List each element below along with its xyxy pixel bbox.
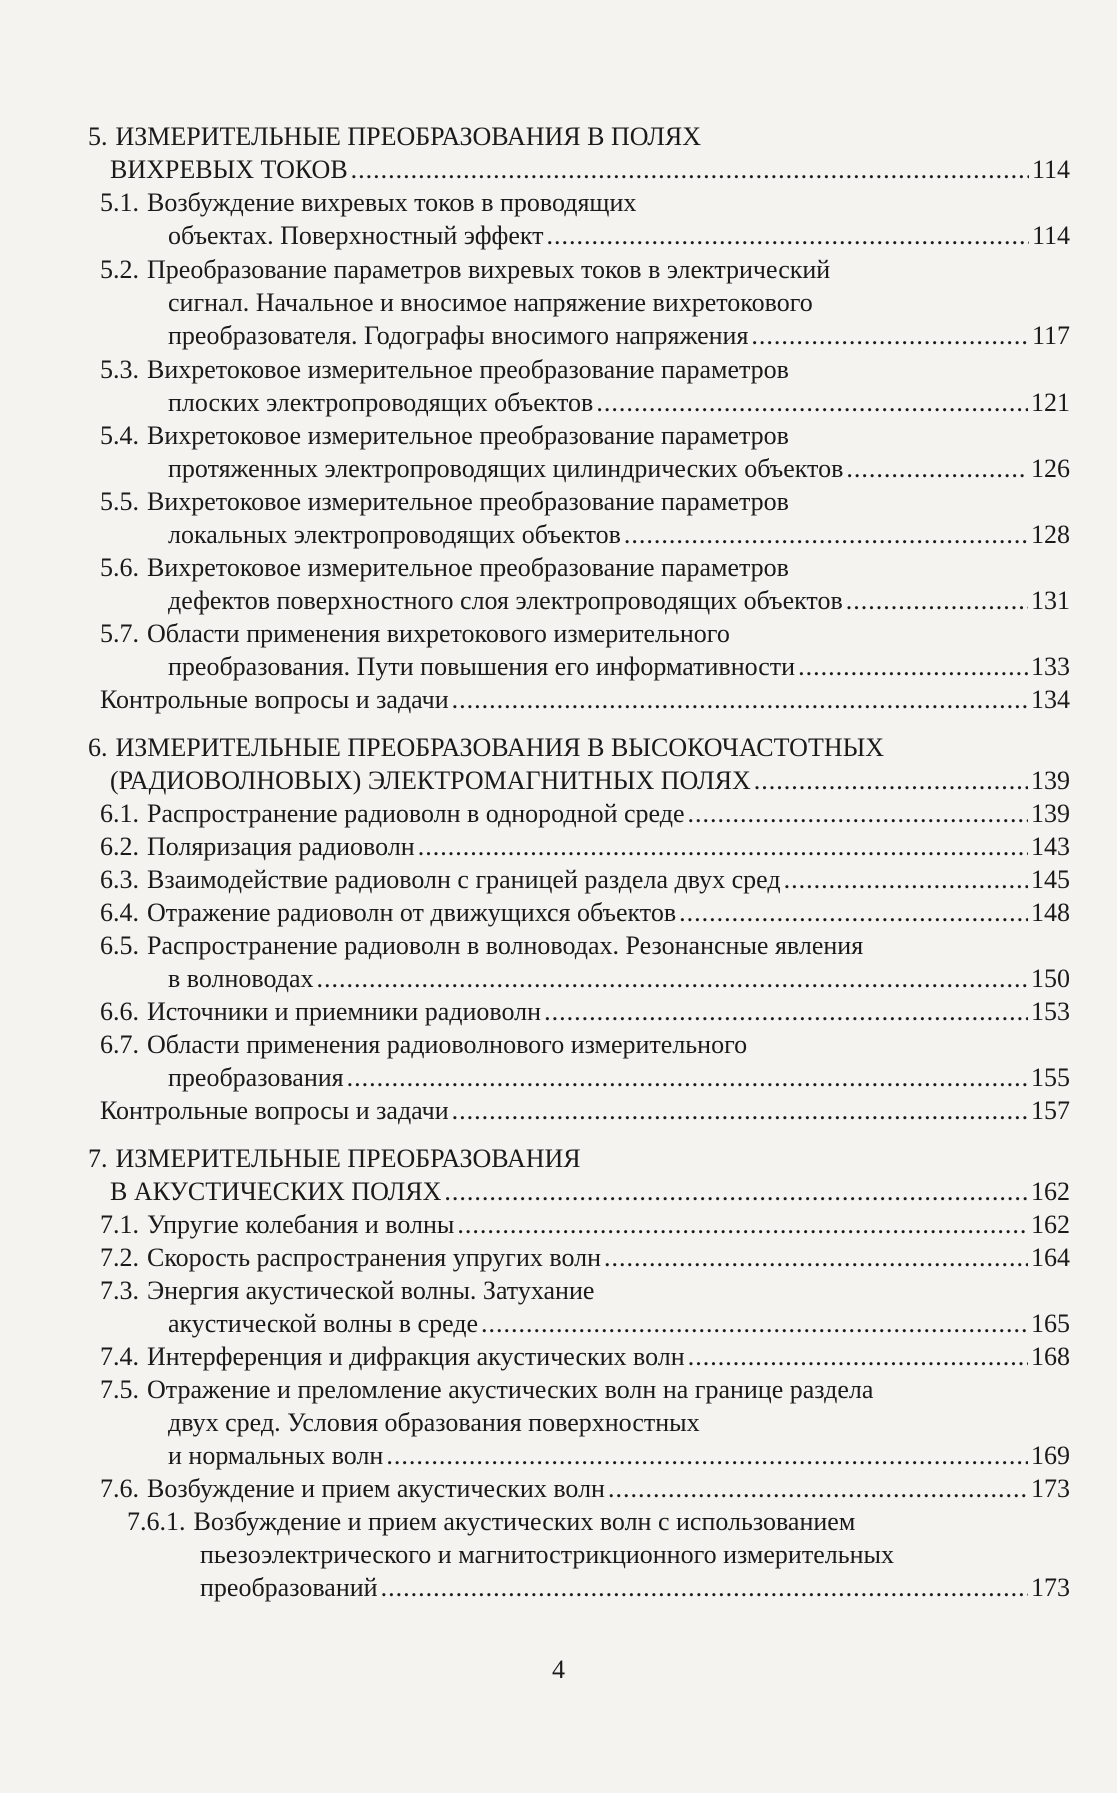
entry-page-number: 133 [1031,652,1070,681]
entry-title: протяженных электропроводящих цилиндрических объектов [168,454,844,483]
dot-leader [751,319,1029,352]
toc-entry [0,617,1117,683]
toc-entry [0,419,1117,485]
entry-title: Области применения радиоволнового измерительного [147,1030,748,1059]
entry-number: 5.3. [100,355,139,384]
entry-title: Упругие колебания и волны [147,1210,455,1239]
toc-line [100,253,830,286]
toc-line [168,650,1070,683]
toc-entry [0,929,1117,995]
entry-title: двух сред. Условия образования поверхностных [168,1408,700,1437]
entry-page-number: 121 [1031,388,1070,417]
toc-line [127,1505,855,1538]
entry-number: 5.5. [100,487,139,516]
entry-number: 6. [88,733,108,762]
entry-page-number: 153 [1031,997,1070,1026]
entry-title: Контрольные вопросы и задачи [100,685,449,714]
entry-number: 7.4. [100,1342,139,1371]
entry-number: 6.2. [100,832,139,861]
toc-entry [0,186,1117,252]
dot-leader [679,896,1028,929]
dot-leader [347,1061,1028,1094]
entry-page-number: 134 [1031,685,1070,714]
entry-page-number: 165 [1031,1309,1070,1338]
toc-line [168,452,1070,485]
page-number: 4 [552,1655,565,1684]
entry-title: объектах. Поверхностный эффект [168,221,544,250]
entry-title: преобразования [168,1063,344,1092]
dot-leader [418,830,1028,863]
toc-entry [0,797,1117,830]
dot-leader [452,1094,1028,1127]
entry-number: 5.6. [100,553,139,582]
toc-entry [0,683,1117,716]
dot-leader [452,683,1028,716]
entry-page-number: 155 [1031,1063,1070,1092]
dot-leader [457,1208,1028,1241]
toc-entry [0,1373,1117,1472]
dot-leader [317,962,1028,995]
entry-title: Преобразование параметров вихревых токов в электрический [147,255,831,284]
toc-entry [0,1094,1117,1127]
toc-line [100,1208,1070,1241]
entry-title: ВИХРЕВЫХ ТОКОВ [110,155,348,184]
entry-title: Области применения вихретокового измерительного [147,619,730,648]
entry-number: 7.6.1. [127,1507,186,1536]
dot-leader [604,1241,1028,1274]
toc-line [110,153,1070,186]
entry-page-number: 169 [1031,1441,1070,1470]
toc-line [100,1472,1070,1505]
toc-line [168,1307,1070,1340]
toc-line [100,1340,1070,1373]
toc-entry [0,253,1117,352]
toc-line [110,1175,1070,1208]
dot-leader [846,584,1028,617]
toc-entry [0,1241,1117,1274]
toc-line [100,896,1070,929]
entry-title: локальных электропроводящих объектов [168,520,621,549]
toc-line [168,219,1070,252]
dot-leader [624,518,1028,551]
entry-number: 5.1. [100,188,139,217]
toc-line [100,863,1070,896]
toc-entry [0,896,1117,929]
toc-entry [0,485,1117,551]
entry-title: дефектов поверхностного слоя электропроводящих объектов [168,586,843,615]
entry-title: Отражение и преломление акустических волн на границе раздела [147,1375,874,1404]
entry-page-number: 145 [1031,865,1070,894]
entry-title: Отражение радиоволн от движущихся объектов [147,898,677,927]
entry-page-number: 128 [1031,520,1070,549]
toc-line [100,797,1070,830]
entry-title: сигнал. Начальное и вносимое напряжение вихретокового [168,288,813,317]
entry-number: 6.3. [100,865,139,894]
entry-page-number: 162 [1031,1177,1070,1206]
entry-title: преобразования. Пути повышения его информативности [168,652,796,681]
entry-page-number: 164 [1031,1243,1070,1272]
toc-line [100,995,1070,1028]
entry-number: 5.7. [100,619,139,648]
entry-title: пьезоэлектрического и магнитострикционного измерительных [200,1540,894,1569]
entry-page-number: 173 [1031,1474,1070,1503]
entry-page-number: 157 [1031,1096,1070,1125]
toc-entry [0,551,1117,617]
entry-page-number: 162 [1031,1210,1070,1239]
entry-number: 5.2. [100,255,139,284]
entry-number: 5.4. [100,421,139,450]
toc-line [100,1373,873,1406]
toc-line [100,353,789,386]
dot-leader [481,1307,1028,1340]
toc-line [168,962,1070,995]
toc-line [100,830,1070,863]
dot-leader [784,863,1028,896]
toc-entry [0,1028,1117,1094]
entry-title: преобразований [200,1573,378,1602]
dot-leader [547,219,1029,252]
toc-line [100,1028,747,1061]
entry-title: Источники и приемники радиоволн [147,997,542,1026]
dot-leader [608,1472,1028,1505]
entry-title: Возбуждение вихревых токов в проводящих [147,188,637,217]
toc-entry [0,995,1117,1028]
toc-line [168,386,1070,419]
toc-line [100,1241,1070,1274]
toc-entry [0,1208,1117,1241]
toc-entry [0,353,1117,419]
entry-title: ИЗМЕРИТЕЛЬНЫЕ ПРЕОБРАЗОВАНИЯ В ВЫСОКОЧАСТОТНЫХ [115,733,885,762]
entry-title: Скорость распространения упругих волн [147,1243,601,1272]
entry-title: акустической волны в среде [168,1309,479,1338]
toc-entry [0,830,1117,863]
toc-entry [0,1340,1117,1373]
entry-title: Вихретоковое измерительное преобразование параметров [147,355,789,384]
entry-page-number: 173 [1031,1573,1070,1602]
toc-line [168,319,1070,352]
toc-line [100,1094,1070,1127]
dot-leader [754,764,1028,797]
toc-line [168,1061,1070,1094]
toc-line [100,551,789,584]
toc-line [88,1142,581,1175]
entry-title: в волноводах [168,964,314,993]
entry-title: Возбуждение и прием акустических волн с использованием [193,1507,856,1536]
dot-leader [444,1175,1028,1208]
toc-entry [0,731,1117,797]
toc-line [100,929,863,962]
entry-title: ИЗМЕРИТЕЛЬНЫЕ ПРЕОБРАЗОВАНИЯ В ПОЛЯХ [115,122,701,151]
toc-entry [0,120,1117,186]
toc-line [88,120,701,153]
entry-number: 6.4. [100,898,139,927]
entry-title: Вихретоковое измерительное преобразование параметров [147,421,789,450]
entry-page-number: 126 [1031,454,1070,483]
entry-number: 6.6. [100,997,139,1026]
entry-number: 6.5. [100,931,139,960]
entry-number: 7. [88,1144,108,1173]
entry-title: Интерференция и дифракция акустических волн [147,1342,685,1371]
entry-title: Вихретоковое измерительное преобразование параметров [147,553,789,582]
dot-leader [688,797,1029,830]
toc-line [100,1274,594,1307]
toc-line [100,186,636,219]
entry-page-number: 114 [1031,221,1070,250]
toc-entry [0,1472,1117,1505]
toc-line [168,518,1070,551]
toc-line [100,617,730,650]
toc-entry [0,1142,1117,1208]
toc-line [168,1406,700,1439]
dot-leader [544,995,1028,1028]
toc-entry [0,1274,1117,1340]
entry-number: 6.1. [100,799,139,828]
entry-title: Взаимодействие радиоволн с границей раздела двух сред [147,865,781,894]
toc-line [168,1439,1070,1472]
toc-line [168,584,1070,617]
entry-number: 6.7. [100,1030,139,1059]
entry-number: 7.2. [100,1243,139,1272]
entry-page-number: 117 [1031,321,1070,350]
toc-line [200,1571,1070,1604]
toc-line [168,286,813,319]
entry-page-number: 114 [1031,155,1070,184]
entry-page-number: 148 [1031,898,1070,927]
entry-page-number: 168 [1031,1342,1070,1371]
entry-number: 7.6. [100,1474,139,1503]
entry-number: 7.3. [100,1276,139,1305]
entry-number: 7.5. [100,1375,139,1404]
dot-leader [688,1340,1028,1373]
toc-entry [0,1505,1117,1604]
entry-title: Распространение радиоволн в однородной среде [147,799,685,828]
toc-line [200,1538,894,1571]
toc-line [100,485,789,518]
entry-title: В АКУСТИЧЕСКИХ ПОЛЯХ [110,1177,442,1206]
entry-page-number: 139 [1031,766,1070,795]
entry-title: Контрольные вопросы и задачи [100,1096,449,1125]
entry-title: Распространение радиоволн в волноводах. Резонансные явления [147,931,864,960]
toc-line [88,731,884,764]
entry-title: преобразователя. Годографы вносимого напряжения [168,321,749,350]
entry-page-number: 143 [1031,832,1070,861]
entry-title: Энергия акустической волны. Затухание [147,1276,595,1305]
toc-entry [0,863,1117,896]
entry-page-number: 131 [1031,586,1070,615]
entry-title: плоских электропроводящих объектов [168,388,594,417]
dot-leader [351,153,1029,186]
dot-leader [386,1439,1028,1472]
entry-title: и нормальных волн [168,1441,384,1470]
entry-title: (РАДИОВОЛНОВЫХ) ЭЛЕКТРОМАГНИТНЫХ ПОЛЯХ [110,766,751,795]
entry-page-number: 139 [1031,799,1070,828]
entry-title: Возбуждение и прием акустических волн [147,1474,605,1503]
entry-title: Поляризация радиоволн [147,832,415,861]
entry-number: 5. [88,122,108,151]
entry-page-number: 150 [1031,964,1070,993]
toc-line [100,683,1070,716]
dot-leader [798,650,1028,683]
entry-number: 7.1. [100,1210,139,1239]
dot-leader [846,452,1028,485]
toc-line [100,419,789,452]
toc-line [110,764,1070,797]
entry-title: Вихретоковое измерительное преобразование параметров [147,487,789,516]
dot-leader [381,1571,1028,1604]
entry-title: ИЗМЕРИТЕЛЬНЫЕ ПРЕОБРАЗОВАНИЯ [115,1144,581,1173]
dot-leader [596,386,1028,419]
